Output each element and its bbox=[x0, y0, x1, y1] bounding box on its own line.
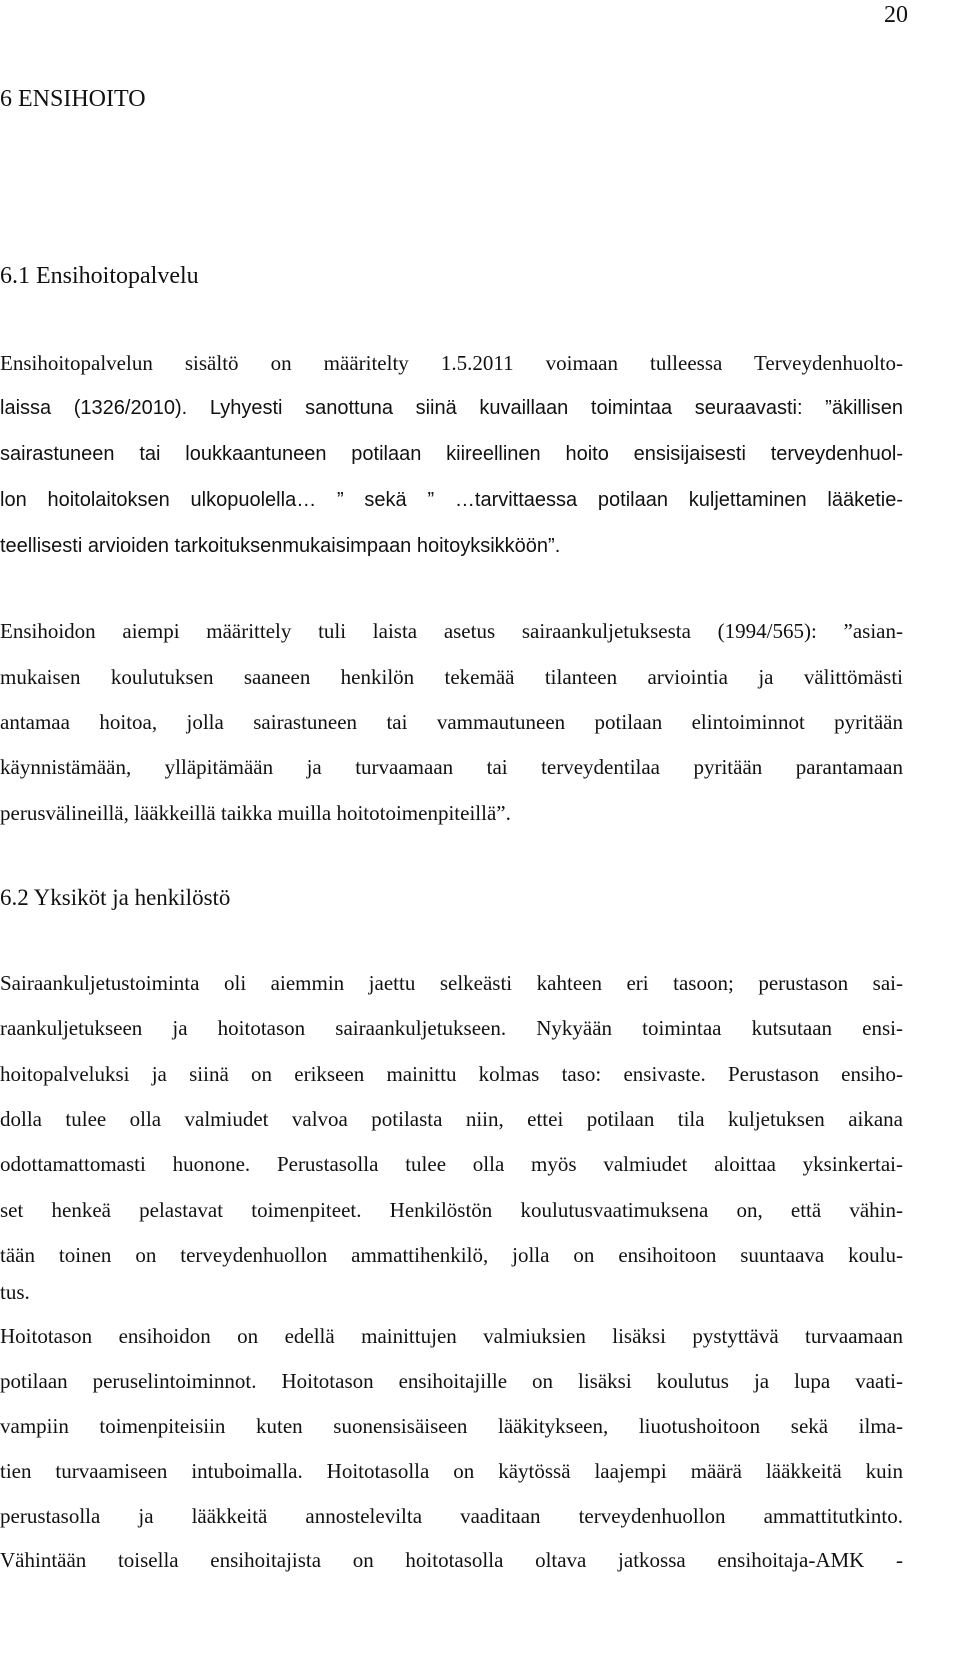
section-title-yksikot: 6.2 Yksiköt ja henkilöstö bbox=[0, 885, 231, 910]
text-line: lon hoitolaitoksen ulkopuolella… ” sekä ” …tarvittaessa potilaan kuljettaminen lääketie- bbox=[0, 489, 903, 511]
text-line: Sairaankuljetustoiminta oli aiemmin jaettu selkeästi kahteen eri tasoon; perustason sai- bbox=[0, 971, 903, 995]
page-number: 20 bbox=[884, 2, 908, 28]
text-line: käynnistämään, ylläpitämään ja turvaamaan tai terveydentilaa pyritään parantamaan bbox=[0, 755, 903, 779]
text-line: perustasolla ja lääkkeitä annostelevilta vaaditaan terveydenhuollon ammattitutkinto. bbox=[0, 1504, 903, 1528]
text-line: vampiin toimenpiteisiin kuten suonensisäiseen lääkitykseen, liuotushoitoon sekä ilma- bbox=[0, 1414, 903, 1438]
text-line: hoitopalveluksi ja siinä on erikseen mainittu kolmas taso: ensivaste. Perustason ensiho- bbox=[0, 1062, 903, 1086]
text-line: perusvälineillä, lääkkeillä taikka muilla hoitotoimenpiteillä”. bbox=[0, 801, 511, 825]
text-line: Ensihoidon aiempi määrittely tuli laista asetus sairaankuljetuksesta (1994/565): ”asian- bbox=[0, 619, 903, 643]
text-line: dolla tulee olla valmiudet valvoa potilasta niin, ettei potilaan tila kuljetuksen aikana bbox=[0, 1107, 903, 1131]
text-line: odottamattomasti huonone. Perustasolla tulee olla myös valmiudet aloittaa yksinkertai- bbox=[0, 1152, 903, 1176]
text-line: laissa (1326/2010). Lyhyesti sanottuna siinä kuvaillaan toimintaa seuraavasti: ”äkillisen bbox=[0, 397, 903, 419]
text-line: Hoitotason ensihoidon on edellä mainittujen valmiuksien lisäksi pystyttävä turvaamaan bbox=[0, 1324, 903, 1348]
text-line: sairastuneen tai loukkaantuneen potilaan kiireellinen hoito ensisijaisesti terveydenhuol- bbox=[0, 443, 903, 465]
text-line: tus. bbox=[0, 1280, 30, 1304]
text-line: Ensihoitopalvelun sisältö on määritelty 1.5.2011 voimaan tulleessa Terveydenhuolto- bbox=[0, 351, 903, 375]
section-title-ensihoitopalvelu: 6.1 Ensihoitopalvelu bbox=[0, 263, 199, 289]
chapter-title: 6 ENSIHOITO bbox=[0, 86, 146, 112]
text-line: set henkeä pelastavat toimenpiteet. Henkilöstön koulutusvaatimuksena on, että vähin- bbox=[0, 1198, 903, 1222]
text-line: potilaan peruselintoiminnot. Hoitotason ensihoitajille on lisäksi koulutus ja lupa vaati- bbox=[0, 1369, 903, 1393]
text-line: mukaisen koulutuksen saaneen henkilön tekemää tilanteen arviointia ja välittömästi bbox=[0, 665, 903, 689]
text-line: teellisesti arvioiden tarkoituksenmukaisimpaan hoitoyksikköön”. bbox=[0, 535, 561, 557]
text-line: tään toinen on terveydenhuollon ammattihenkilö, jolla on ensihoitoon suuntaava koulu- bbox=[0, 1243, 903, 1267]
text-line: Vähintään toisella ensihoitajista on hoitotasolla oltava jatkossa ensihoitaja-AMK - bbox=[0, 1548, 903, 1572]
text-line: raankuljetukseen ja hoitotason sairaankuljetukseen. Nykyään toimintaa kutsutaan ensi- bbox=[0, 1016, 903, 1040]
text-line: tien turvaamiseen intuboimalla. Hoitotasolla on käytössä laajempi määrä lääkkeitä kuin bbox=[0, 1459, 903, 1483]
text-line: antamaa hoitoa, jolla sairastuneen tai vammautuneen potilaan elintoiminnot pyritään bbox=[0, 710, 903, 734]
